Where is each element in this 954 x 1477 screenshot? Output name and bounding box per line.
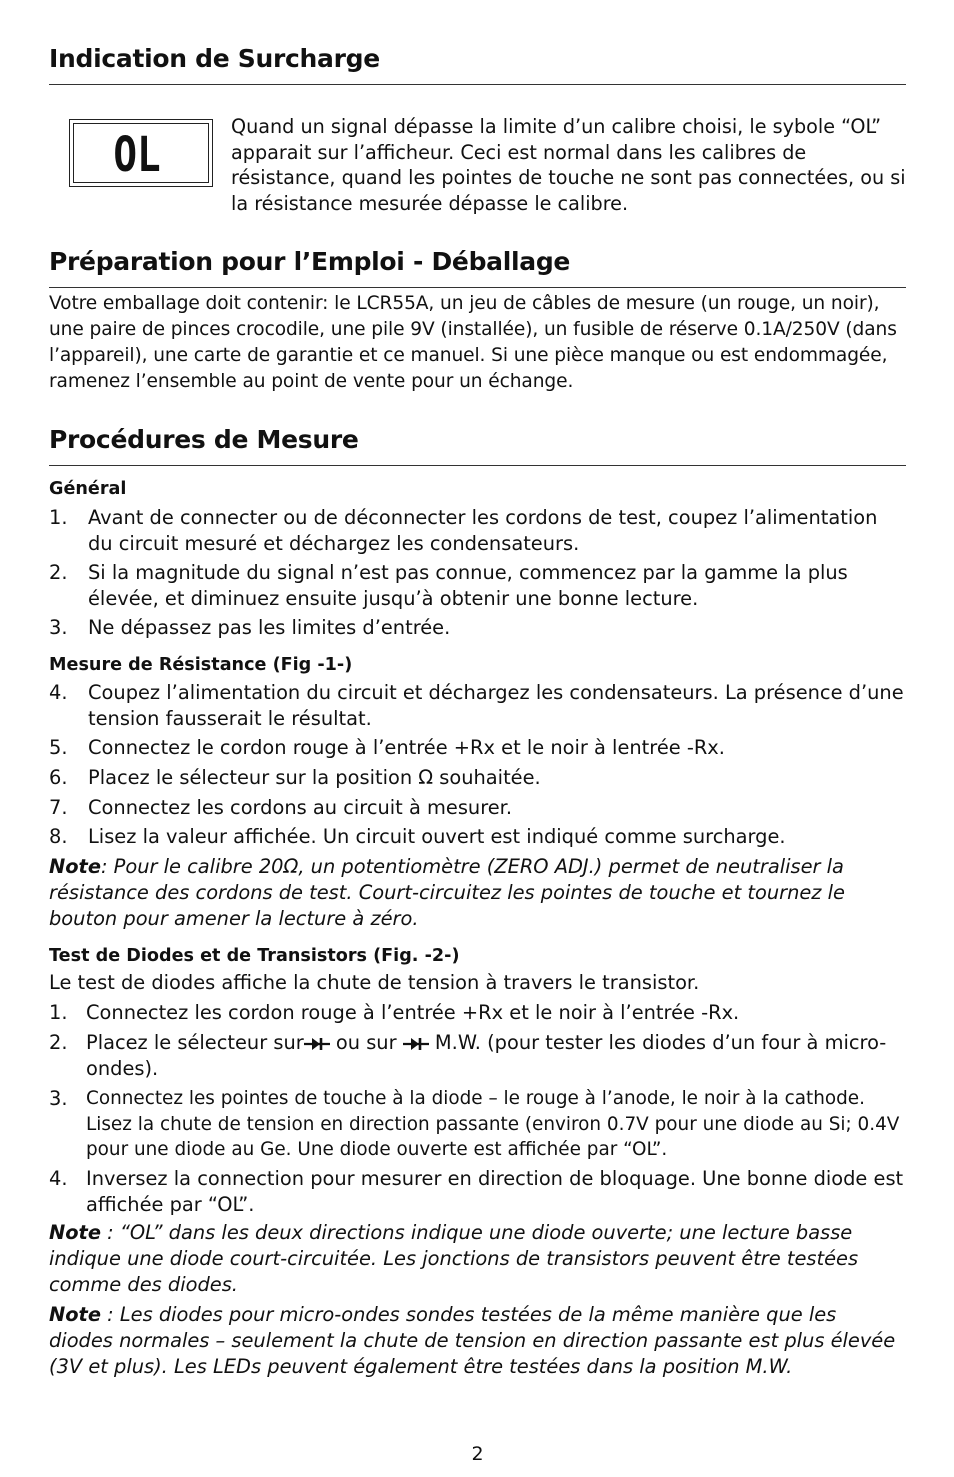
preparation-text: Votre emballage doit contenir: le LCR55A, un jeu de câbles de mesure (un rouge, un noir), une paire de pinces crocodile, une pile 9V (installée), un fusible de réserve 0.1A/250V (dans l’appareil), une carte de garantie et ce manuel. Si une pièce manque ou est endommagée, ramenez l’ensemble au point de vente pour un échange. xyxy=(49,293,897,392)
resistance-subheading: Mesure de Résistance (Fig -1-) xyxy=(49,655,353,675)
diodes-note-1 xyxy=(49,1220,906,1298)
note-text: : “OL” dans les deux directions indique une diode ouverte; une lecture basse indique une diode court-circuitée. Les jonctions de transistors peuvent être testées comme des diodes. xyxy=(49,1221,859,1296)
diodes-intro: Le test de diodes affiche la chute de tension à travers le transistor. xyxy=(49,971,700,994)
diodes-note-2 xyxy=(49,1302,906,1380)
note-label: Note xyxy=(49,1303,101,1326)
page-number: 2 xyxy=(471,1443,484,1465)
resistance-note xyxy=(49,854,906,932)
note-label: Note xyxy=(49,855,101,878)
general-subheading: Général xyxy=(49,479,127,499)
note-text: : Pour le calibre 20Ω, un potentiomètre (ZERO ADJ.) permet de neutraliser la résistance des cordons de test. Court-circuitez les pointes de touche et tournez le bouton pour amener la lecture à zéro. xyxy=(49,855,845,930)
note-label: Note xyxy=(49,1221,101,1244)
diode-icon xyxy=(304,1036,330,1052)
diode-icon xyxy=(403,1036,429,1052)
svg-text:OL: OL xyxy=(112,126,161,183)
lcd-display-illustration xyxy=(69,119,213,187)
diodes-subheading: Test de Diodes et de Transistors (Fig. -2-) xyxy=(49,946,460,966)
section-preparation-header xyxy=(49,247,906,288)
section-overload-header xyxy=(49,44,906,85)
overload-heading: Indication de Surcharge xyxy=(49,44,380,73)
ol-lcd-symbol xyxy=(69,119,213,187)
procedures-heading: Procédures de Mesure xyxy=(49,425,359,454)
preparation-heading: Préparation pour l’Emploi - Déballage xyxy=(49,247,571,276)
note-text: : Les diodes pour micro-ondes sondes testées de la même manière que les diodes normales – seulement la chute de tension en direction passante est plus élevée (3V et plus). Les LEDs peuvent également être testées dans la position M.W. xyxy=(49,1303,896,1378)
overload-description: Quand un signal dépasse la limite d’un calibre choisi, le sybole “OL” apparait sur l’afficheur. Ceci est normal dans les calibres de résistance, quand les pointes de touche ne sont pas connectées, ou si la résistance mesurée dépasse le calibre. xyxy=(231,115,906,215)
section-procedures-header xyxy=(49,425,906,466)
